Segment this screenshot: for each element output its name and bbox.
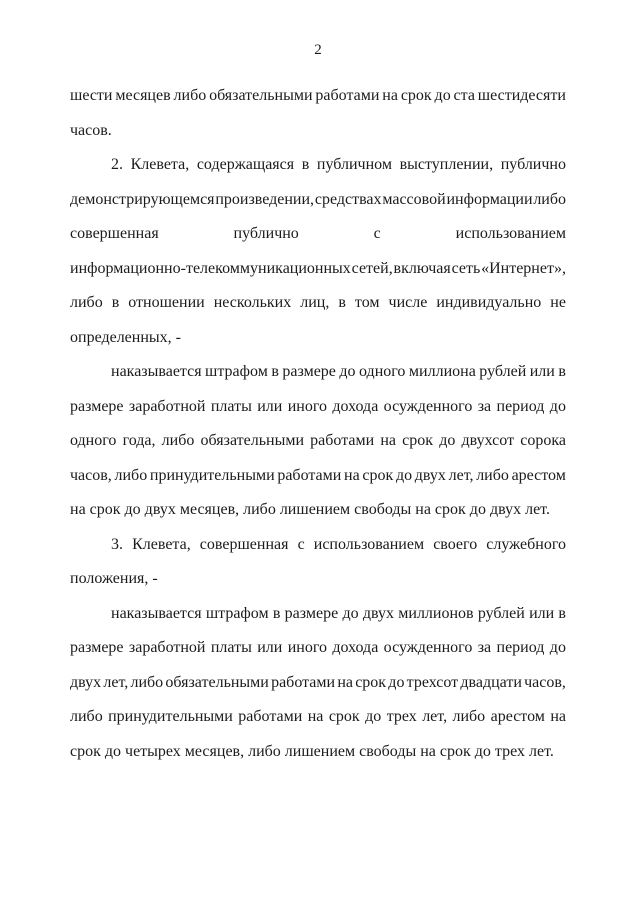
word: Клевета, bbox=[132, 535, 191, 553]
word: в bbox=[271, 363, 279, 380]
word: сеть bbox=[451, 259, 481, 277]
word: не bbox=[550, 294, 566, 311]
word: выступлении, bbox=[399, 156, 494, 173]
word: или bbox=[529, 363, 555, 380]
text-line bbox=[70, 528, 566, 563]
word: работами bbox=[315, 87, 380, 104]
word: срок bbox=[328, 708, 360, 725]
word: часов, bbox=[524, 673, 566, 691]
word: период bbox=[496, 639, 545, 656]
word: публичном bbox=[316, 156, 392, 173]
text-line: определенных, - bbox=[70, 328, 181, 346]
word: иного bbox=[287, 639, 327, 656]
word: в bbox=[272, 604, 281, 622]
word: числе bbox=[388, 294, 428, 311]
paragraph bbox=[70, 148, 566, 355]
word: на bbox=[307, 708, 324, 725]
word: лиц, bbox=[300, 294, 330, 311]
word: на bbox=[344, 466, 360, 484]
word: срок bbox=[362, 466, 394, 484]
word: сорока bbox=[520, 432, 566, 449]
word: двух bbox=[70, 673, 102, 691]
word: служебного bbox=[486, 535, 566, 553]
word: до bbox=[434, 87, 451, 104]
word: «Интернет», bbox=[481, 259, 566, 277]
word: штрафом bbox=[205, 604, 269, 622]
word: миллиона bbox=[408, 363, 476, 380]
word: миллионов bbox=[398, 604, 474, 622]
word: одного bbox=[359, 363, 406, 380]
word: информации bbox=[446, 190, 533, 208]
word: или bbox=[257, 639, 283, 656]
word: либо bbox=[70, 708, 103, 725]
word: демонстрирующемся bbox=[70, 190, 215, 208]
word: платы bbox=[210, 397, 252, 415]
word: публично bbox=[500, 156, 566, 173]
word: своего bbox=[433, 535, 478, 553]
word: в bbox=[338, 294, 346, 311]
word: до bbox=[342, 604, 359, 622]
text-line: положения, - bbox=[70, 570, 158, 587]
word: сетей, bbox=[351, 259, 393, 277]
word: размере bbox=[284, 604, 339, 622]
word: на bbox=[337, 673, 353, 691]
word: двадцати bbox=[460, 673, 522, 691]
text-line bbox=[70, 286, 566, 321]
paragraph bbox=[70, 355, 566, 528]
word: использованием bbox=[313, 535, 425, 553]
word: иного bbox=[287, 397, 327, 415]
word: в bbox=[558, 604, 566, 622]
word: платы bbox=[210, 639, 252, 656]
word: рублей bbox=[479, 363, 527, 380]
word: Клевета, bbox=[130, 156, 190, 173]
text-line bbox=[70, 252, 566, 287]
word: обязательными bbox=[209, 87, 313, 104]
word: обязательными bbox=[200, 432, 304, 449]
word: том bbox=[354, 294, 380, 311]
text-line: часов. bbox=[70, 121, 112, 139]
word: наказывается bbox=[111, 363, 202, 380]
word: шестидесяти bbox=[477, 87, 566, 104]
word: либо bbox=[114, 466, 148, 484]
word: либо bbox=[161, 432, 195, 449]
word: часов, bbox=[70, 466, 112, 484]
word: наказывается bbox=[111, 604, 202, 622]
word: 3. bbox=[111, 535, 123, 553]
word: до bbox=[339, 363, 356, 380]
word: в bbox=[111, 294, 120, 311]
word: арестом bbox=[511, 466, 566, 484]
word: срок bbox=[402, 432, 434, 449]
word: либо bbox=[476, 466, 509, 484]
word: либо bbox=[452, 708, 486, 725]
word: до bbox=[388, 673, 405, 691]
word: двух bbox=[362, 604, 394, 622]
word: отношении bbox=[128, 294, 205, 311]
word: либо bbox=[173, 87, 207, 104]
word: в bbox=[558, 363, 566, 380]
text-line bbox=[70, 631, 566, 666]
word: двух bbox=[414, 466, 446, 484]
text-line: срок до четырех месяцев, либо лишением свободы на срок до трех лет. bbox=[70, 742, 554, 760]
word: срок bbox=[355, 673, 387, 691]
word: обязательными bbox=[165, 673, 269, 691]
text-line bbox=[70, 597, 566, 632]
word: заработной bbox=[128, 397, 206, 415]
word: до bbox=[365, 708, 382, 725]
word: штрафом bbox=[205, 363, 268, 380]
word: года, bbox=[122, 432, 156, 449]
word: срок bbox=[400, 87, 432, 104]
word: арестом bbox=[490, 708, 545, 725]
word: использованием bbox=[455, 225, 566, 242]
text-line bbox=[70, 217, 566, 252]
word: либо bbox=[130, 673, 164, 691]
word: на bbox=[382, 87, 398, 104]
page-number: 2 bbox=[314, 42, 322, 58]
word: лет, bbox=[103, 673, 129, 691]
word: лет, bbox=[422, 708, 448, 725]
text-line bbox=[70, 355, 566, 390]
document-body bbox=[70, 79, 566, 769]
word: либо bbox=[70, 294, 103, 311]
word: размере bbox=[70, 397, 124, 415]
word: за bbox=[477, 639, 492, 656]
word: дохода bbox=[332, 639, 379, 656]
word: на bbox=[550, 708, 566, 725]
word: размере bbox=[282, 363, 336, 380]
word: в bbox=[301, 156, 310, 173]
word: публично bbox=[233, 225, 299, 242]
word: работами bbox=[277, 466, 342, 484]
word: трех bbox=[386, 708, 417, 725]
word: осужденного bbox=[383, 639, 473, 656]
word: месяцев bbox=[115, 87, 171, 104]
text-line bbox=[70, 700, 566, 735]
word: работами bbox=[310, 432, 375, 449]
word: до bbox=[549, 639, 566, 656]
paragraph bbox=[70, 528, 566, 597]
word: за bbox=[477, 397, 492, 415]
word: нескольких bbox=[213, 294, 292, 311]
text-line bbox=[70, 666, 566, 701]
word: дохода bbox=[332, 397, 379, 415]
text-line bbox=[70, 459, 566, 494]
word: информационно-телекоммуникационных bbox=[70, 259, 351, 277]
word: с bbox=[373, 225, 381, 242]
word: на bbox=[380, 432, 396, 449]
word: до bbox=[549, 397, 566, 415]
word: шести bbox=[70, 87, 113, 104]
text-line: на срок до двух месяцев, либо лишением свободы на срок до двух лет. bbox=[70, 501, 550, 518]
word: лет, bbox=[448, 466, 474, 484]
word: период bbox=[496, 397, 545, 415]
word: работами bbox=[271, 673, 336, 691]
word: одного bbox=[70, 432, 117, 449]
word: содержащаяся bbox=[196, 156, 295, 173]
word: либо bbox=[533, 190, 566, 208]
word: работами bbox=[238, 708, 303, 725]
word: рублей bbox=[477, 604, 525, 622]
word: средствах bbox=[314, 190, 382, 208]
word: осужденного bbox=[383, 397, 473, 415]
text-line bbox=[70, 148, 566, 183]
word: 2. bbox=[111, 156, 123, 173]
text-line bbox=[70, 424, 566, 459]
word: или bbox=[257, 397, 283, 415]
word: произведении, bbox=[215, 190, 315, 208]
word: совершенная bbox=[199, 535, 289, 553]
paragraph bbox=[70, 79, 566, 148]
word: принудительными bbox=[108, 708, 233, 725]
word: включая bbox=[393, 259, 451, 277]
word: принудительными bbox=[149, 466, 275, 484]
word: ста bbox=[453, 87, 475, 104]
word: с bbox=[297, 535, 305, 553]
word: трехсот bbox=[406, 673, 459, 691]
word: индивидуально bbox=[436, 294, 542, 311]
paragraph bbox=[70, 597, 566, 770]
text-line bbox=[70, 183, 566, 218]
word: размере bbox=[70, 639, 124, 656]
word: или bbox=[529, 604, 555, 622]
text-line bbox=[70, 390, 566, 425]
word: до bbox=[395, 466, 413, 484]
word: массовой bbox=[382, 190, 446, 208]
word: совершенная bbox=[70, 225, 159, 242]
word: заработной bbox=[128, 639, 206, 656]
text-line bbox=[70, 79, 566, 114]
word: двухсот bbox=[461, 432, 515, 449]
word: до bbox=[439, 432, 456, 449]
